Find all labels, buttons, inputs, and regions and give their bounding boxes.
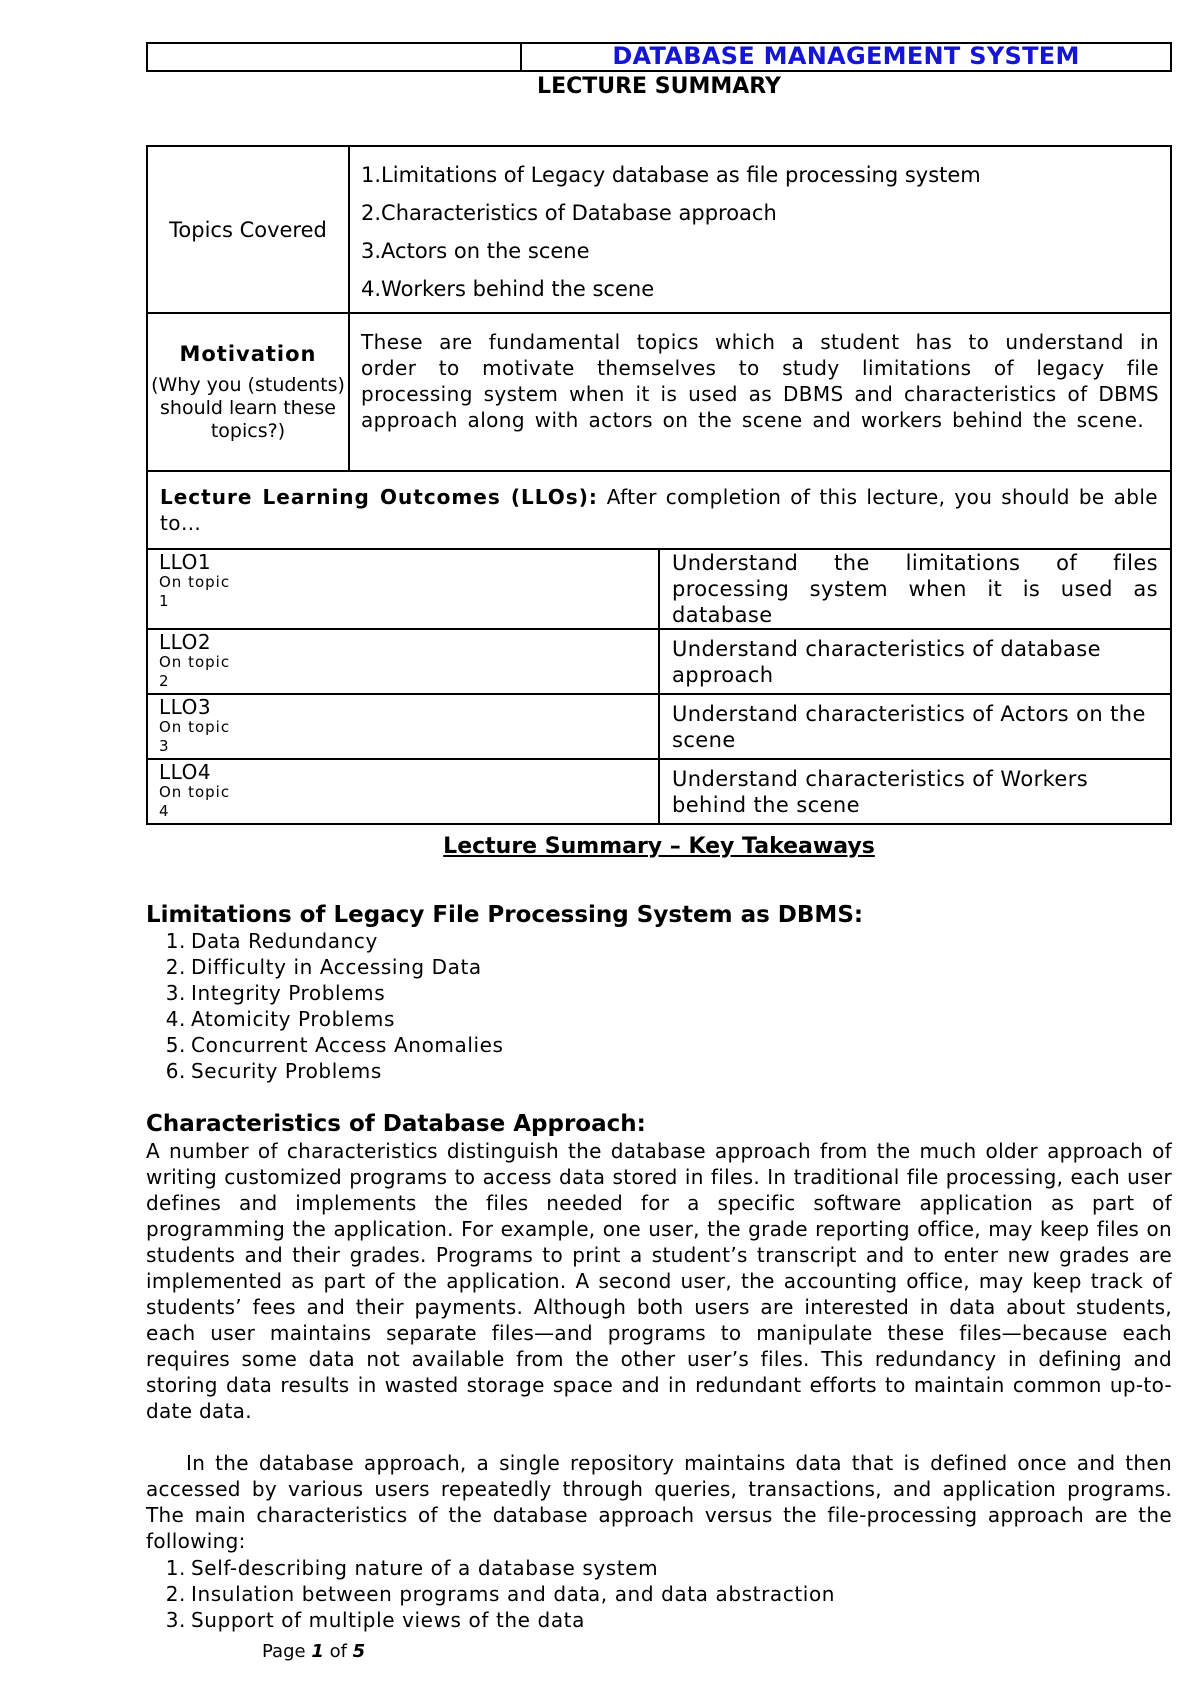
llo-topic-number: 2 bbox=[159, 672, 170, 690]
llo-row bbox=[147, 549, 1171, 629]
page-number: 1 bbox=[311, 1641, 324, 1662]
llo-table bbox=[146, 470, 1172, 825]
llo-intro bbox=[148, 473, 1170, 547]
llo-code: LLO1 bbox=[159, 550, 212, 574]
llo-id-cell bbox=[147, 629, 659, 694]
course-title: DATABASE MANAGEMENT SYSTEM bbox=[612, 42, 1080, 70]
llo-topic-number: 4 bbox=[159, 802, 170, 820]
llo-on-topic: On topic bbox=[159, 573, 231, 591]
llo-desc-cell bbox=[659, 629, 1171, 694]
of-word: of bbox=[323, 1641, 353, 1662]
limitations-heading: Limitations of Legacy File Processing System as DBMS: bbox=[146, 902, 864, 928]
topic-item: 2.Characteristics of Database approach bbox=[361, 200, 777, 225]
list-item: 3. Support of multiple views of the data bbox=[165, 1608, 585, 1632]
topic-item: 4.Workers behind the scene bbox=[361, 276, 655, 301]
llo-description: Understand characteristics of Actors on the scene bbox=[672, 701, 1146, 752]
topics-list-cell bbox=[349, 146, 1171, 313]
motivation-title: Motivation bbox=[179, 341, 317, 366]
llo-on-topic: On topic bbox=[159, 783, 231, 801]
header-left-cell bbox=[148, 44, 522, 70]
topics-label: Topics Covered bbox=[169, 217, 327, 242]
llo-desc-cell bbox=[659, 694, 1171, 759]
llo-code: LLO3 bbox=[159, 695, 212, 719]
llo-code: LLO4 bbox=[159, 760, 212, 784]
llo-on-topic: On topic bbox=[159, 718, 231, 736]
llo-description: Understand characteristics of Workers behind the scene bbox=[672, 766, 1089, 817]
llo-topic-number: 3 bbox=[159, 737, 170, 755]
list-item: 3. Integrity Problems bbox=[165, 981, 386, 1005]
topics-label-cell bbox=[147, 146, 349, 313]
llo-id-cell bbox=[147, 759, 659, 824]
llo-on-topic: On topic bbox=[159, 653, 231, 671]
list-item: 4. Atomicity Problems bbox=[165, 1007, 396, 1031]
llo-intro-cell bbox=[147, 471, 1171, 549]
llo-description: Understand characteristics of database approach bbox=[672, 636, 1101, 687]
motivation-text-cell bbox=[349, 313, 1171, 471]
characteristics-heading: Characteristics of Database Approach: bbox=[146, 1111, 646, 1137]
topic-item: 1.Limitations of Legacy database as file processing system bbox=[361, 162, 981, 187]
llo-id-cell bbox=[147, 694, 659, 759]
llo-desc-cell bbox=[659, 759, 1171, 824]
characteristics-list bbox=[146, 1555, 835, 1633]
summary-title: Lecture Summary – Key Takeaways bbox=[443, 834, 875, 859]
list-item: 1. Self-describing nature of a database system bbox=[165, 1556, 659, 1580]
page-word: Page bbox=[262, 1641, 312, 1662]
doc-title: LECTURE SUMMARY bbox=[537, 74, 781, 99]
llo-row bbox=[147, 629, 1171, 694]
topics-table bbox=[146, 145, 1172, 472]
llo-intro-text: After completion of this lecture, you should be able to… bbox=[160, 485, 1158, 535]
header-box bbox=[146, 42, 1172, 72]
list-item: 1. Data Redundancy bbox=[165, 929, 378, 953]
motivation-subtitle: (Why you (students) should learn these topics?) bbox=[151, 373, 345, 442]
llo-intro-bold: Lecture Learning Outcomes (LLOs): bbox=[160, 485, 598, 509]
list-item: 2. Difficulty in Accessing Data bbox=[165, 955, 482, 979]
page-footer bbox=[262, 1641, 365, 1663]
list-item: 2. Insulation between programs and data, and data abstraction bbox=[165, 1582, 836, 1606]
llo-row bbox=[147, 694, 1171, 759]
llo-desc-cell bbox=[659, 549, 1171, 629]
list-item: 5. Concurrent Access Anomalies bbox=[165, 1033, 504, 1057]
topic-item: 3.Actors on the scene bbox=[361, 238, 590, 263]
llo-row bbox=[147, 759, 1171, 824]
llo-code: LLO2 bbox=[159, 630, 212, 654]
motivation-text: These are fundamental topics which a student has to understand in order to motivate themselves to study limitations of legacy file processing system when it is used as DBMS and characteristics of DBMS approach along with actors on the scene and workers behind the scene. bbox=[361, 329, 1159, 432]
paragraph: In the database approach, a single repository maintains data that is defined once and then accessed by various users repeatedly through queries, transactions, and application programs. The main characteristics of the database approach versus the file-processing approach are the following: bbox=[146, 1451, 1172, 1553]
list-item: 6. Security Problems bbox=[165, 1059, 382, 1083]
llo-description: Understand the limitations of files processing system when it is used as database bbox=[672, 551, 1158, 627]
llo-id-cell bbox=[147, 549, 659, 629]
llo-topic-number: 1 bbox=[159, 592, 170, 610]
page-total: 5 bbox=[352, 1641, 366, 1662]
motivation-label-cell bbox=[147, 313, 349, 471]
limitations-list bbox=[146, 928, 504, 1084]
paragraph: A number of characteristics distinguish the database approach from the much older approach of writing customized programs to access data stored in files. In traditional file processing, each user defines and implements the files needed for a specific software application as part of programming the application. For example, one user, the grade reporting office, may keep files on students and their grades. Programs to print a student’s transcript and to enter new grades are implemented as part of the application. A second user, the accounting office, may keep track of students’ fees and their payments. Although both users are interested in data about students, each user maintains separate files—and programs to manipulate these files—because each requires some data not available from the other user’s files. This redundancy in defining and storing data results in wasted storage space and in redundant efforts to maintain common up-to-date data. bbox=[146, 1139, 1172, 1423]
